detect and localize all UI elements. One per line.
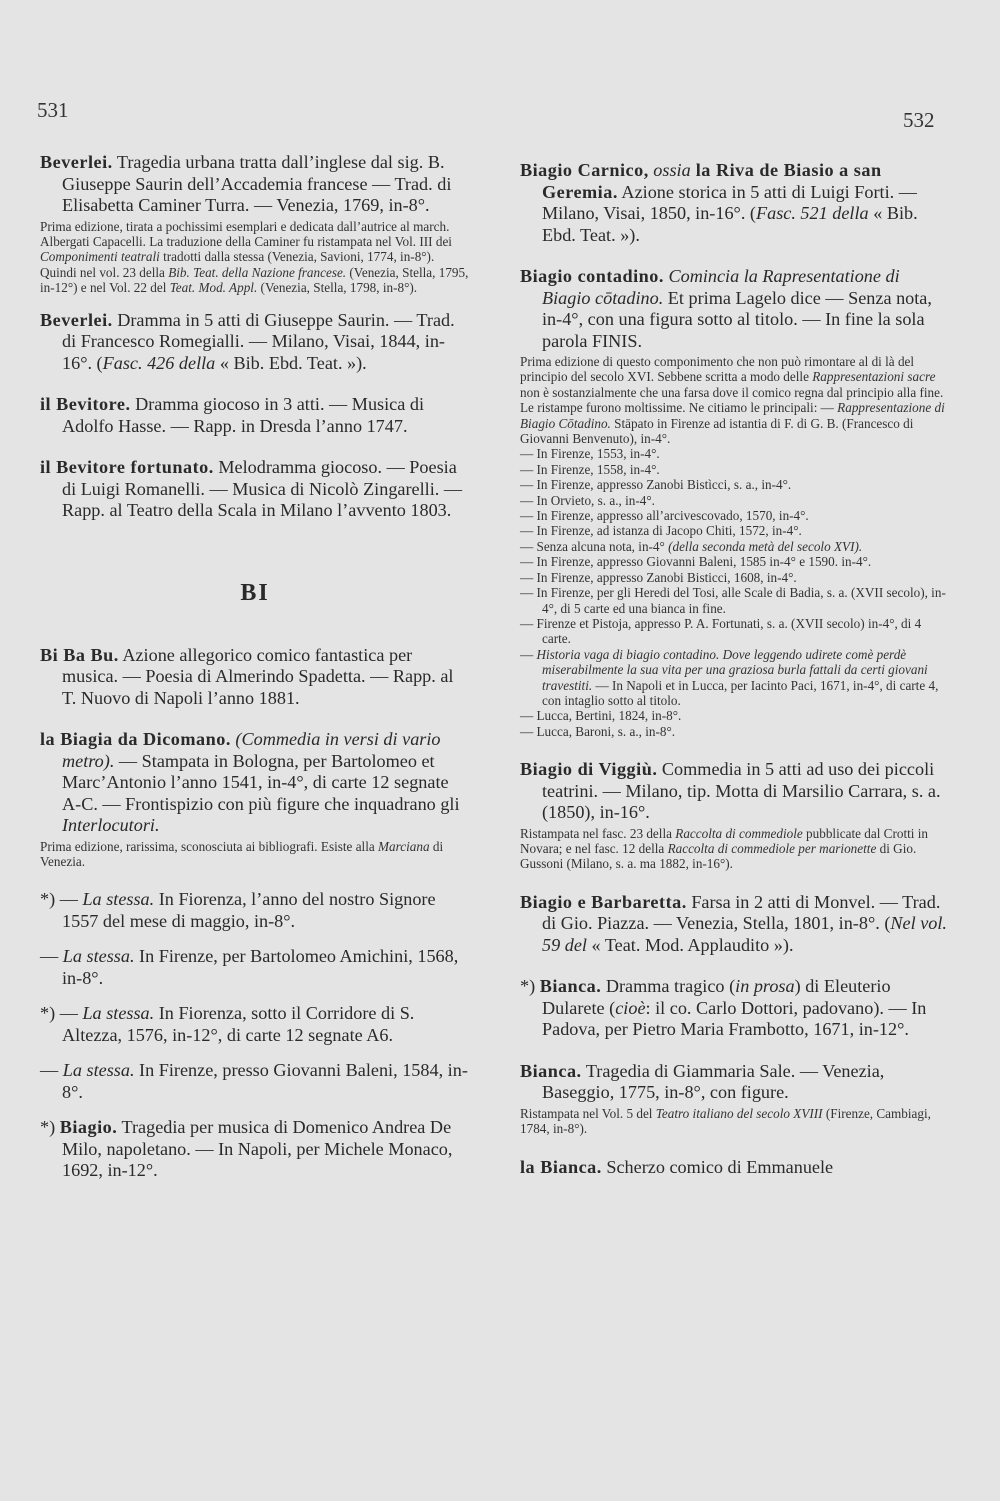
entry-text: In Firenze, per Bartolomeo Amichini, 1568, in-8°. [62,946,459,988]
entry-italic: in prosa [735,976,795,997]
edition-line: — In Firenze, per gli Heredi del Tosi, alle Scale di Badia, s. a. (XVII secolo), in-4°, di 5 carte ed una bianca in fine. [520,585,946,616]
edition-line: — In Firenze, ad istanza di Jacopo Chiti, 1572, in-4°. [520,523,802,539]
entry-italic: Fasc. 521 della [755,203,869,223]
note-text: Prima edizione, rarissima, sconosciuta ai bibliografi. Esiste alla [40,838,379,854]
note-italic: Teatro italiano del secolo XVIII [655,1105,823,1121]
note-text: — [520,646,537,662]
entry-text: In Firenze, presso Giovanni Baleni, 1584, in-8°. [62,1060,468,1102]
entry-text: Azione allegorico comico fantastica per musica. — Poesia di Almerindo Spadetta. — Rapp. al T. Nuovo di Napoli l’anno 1881. [62,644,454,708]
headword: la Riva de Biasio a san Geremia. [542,160,882,202]
entry-note [40,839,470,870]
entry-text: Dramma giocoso in 3 atti. — Musica di Adolfo Hasse. — Rapp. in Dresda l’anno 1747. [62,394,425,436]
entry-italic: La stessa. [82,1003,155,1024]
edition-line: — Lucca, Baroni, s. a., in-8°. [520,723,676,739]
entry-bevitore [40,394,470,437]
entry-bianca-tragedia [520,1061,950,1137]
headword: Biagio di Viggiù. [520,759,658,780]
entry-text: « Bib. Ebd. Teat. »). [542,203,918,245]
edition-line: — In Firenze, 1553, in-4°. [520,446,660,462]
entry-bianca-dramma [520,976,950,1041]
edition-line: — In Orvieto, s. a., in-4°. [520,492,655,508]
note-text: (Firenze, Cambiagi, 1784, in-8°). [520,1105,931,1137]
headword: il Bevitore. [40,394,131,415]
edition-line: — Lucca, Bertini, 1824, in-8°. [520,708,682,724]
note-italic: Bib. Teat. della Nazione francese. [168,264,347,280]
entry-text: « Bib. Ebd. Teat. »). [215,352,367,373]
entry-beverlei-1 [40,152,470,296]
headword: Bi Ba Bu. [40,644,119,665]
note-text: Stāpato in Firenze ad istantia di F. di G. B. (Francesco di Giovanni Benvenuto), in-4°. [520,415,914,447]
headword: Biagio contadino. [520,266,664,286]
entry-la-stessa-1576 [40,1003,470,1046]
headword: il Bevitore fortunato. [40,457,214,478]
edition-line: — In Firenze, appresso all’arcivescovado, 1570, in-4°. [520,508,809,524]
entry-italic: Comincia la Rapresentatione di Biagio cōtadino. [542,266,900,308]
edition-line [520,647,950,709]
entry-text: Dramma in 5 atti di Giuseppe Saurin. — Trad. di Francesco Romegialli. — Milano, Visai, 1844, in-16°. ( [62,309,455,373]
entry-text: Scherzo comico di Emmanuele [601,1156,834,1177]
headword: Biagio e Barbaretta. [520,891,687,912]
entry-italic: cioè [615,997,646,1018]
entry-text: In Fiorenza, sotto il Corridore di S. Altezza, 1576, in-12°, di carte 12 segnate A6. [62,1003,415,1045]
left-column [40,152,470,1182]
entry-text: Et prima Lagelo dice — Senza nota, in-4°, con una figura sotto al titolo. — In fine la sola parola FINIS. [542,287,932,351]
entry-note [520,826,950,872]
note-italic: Componimenti teatrali [40,249,160,265]
note-text: Prima edizione di questo componimento che non può rimontare al di là del principio del secolo XVI. Sebbene scritta a modo delle [520,354,915,385]
headword: la Biagia da Dicomano. [40,729,231,750]
headword: la Bianca. [520,1156,602,1177]
note-text: non è sostanzialmente che una farsa dove il comico regna dal principio alla fine. Le ristampe furono moltissime. Ne citiamo le principali: — [520,384,944,416]
note-text: pubblicate dal Crotti in Novara; e nel fasc. 12 della [520,825,928,857]
entry-biagio-contadino [520,266,950,739]
entry-text: : il co. Carlo Dottori, padovano). — In Padova, per Pietro Maria Frambotto, 1671, in-12°. [542,997,927,1040]
entry-biagio-tragedia [40,1117,470,1182]
headword: Biagio. [59,1117,118,1138]
note-italic: Raccolta di commediole [675,825,803,841]
entry-la-bianca [520,1157,950,1179]
edition-line: — In Firenze, appresso Giovanni Baleni, 1585 in-4° e 1590. in-4°. [520,554,872,570]
entry-prefix: *) — [40,1003,83,1024]
edition-line: — Firenze et Pistoja, appresso P. A. Fortunati, s. a. (XVII secolo) in-4°, di 4 carte. [520,615,922,647]
page-number-right: 532 [903,108,935,132]
note-italic: (della seconda metà del secolo XVI). [668,538,863,554]
note-italic: Historia vaga di biagio contadino. Dove leggendo udirete comè perdè miserabilmente la sua vita per una graziosa burla fattali da certi giovani travestiti. [536,646,928,693]
entry-italic: La stessa. [82,889,155,910]
entry-italic: Nel vol. 59 del [542,913,947,955]
note-text: — In Napoli et in Lucca, per Iacinto Paci, 1671, in-4°, di carte 4, con intaglio sotto al titolo. [542,677,939,708]
note-text: (Venezia, Stella, 1795, in-12°) e nel Vol. 22 del [40,264,469,296]
entry-prefix: — [40,946,63,967]
entry-note [520,1106,950,1137]
entry-biagia-da-dicomano [40,729,470,869]
entry-biagio-e-barbaretta [520,892,950,957]
entry-biagio-di-viggiu [520,759,950,872]
note-italic: Rappresentazioni sacre [812,369,936,385]
note-text: Prima edizione, tirata a pochissimi esemplari e dedicata dall’autrice al march. Albergati Capacelli. La traduzione della Caminer fu ristampata nel Vol. III dei [40,218,452,249]
entry-italic: ossia [648,160,691,180]
entry-prefix: *) [520,976,540,997]
entry-italic: (Commedia in versi di vario metro). [62,729,441,771]
note-italic: Marciana [378,838,430,854]
entry-prefix: — [40,1060,63,1081]
entry-text: Farsa in 2 atti di Monvel. — Trad. di Gio. Piazza. — Venezia, Stella, 1801, in-8°. ( [542,891,941,934]
note-italic: Rappresentazione di Biagio Cōtadino. [520,400,945,431]
note-italic: Teat. Mod. Appl. [169,280,258,296]
note-text: Ristampata nel Vol. 5 del [520,1105,656,1121]
page-number-left: 531 [37,98,69,122]
entry-text: Azione storica in 5 atti di Luigi Forti. — Milano, Visai, 1850, in-16°. ( [542,181,917,223]
edition-line [520,539,950,554]
entry-la-stessa-1584 [40,1060,470,1103]
entry-italic: La stessa. [62,1060,135,1081]
note-italic: Raccolta di commediole per marionette [667,841,877,857]
headword: Bianca. [539,976,602,997]
entry-beverlei-2 [40,310,470,375]
entry-bevitore-fortunato [40,457,470,522]
entry-la-stessa-1557 [40,889,470,932]
entry-text: Melodramma giocoso. — Poesia di Luigi Romanelli. — Musica di Nicolò Zingarelli. — Rapp. al Teatro della Scala in Milano l’avvento 1803. [62,457,463,521]
entry-text: Dramma tragico ( [601,976,736,997]
note-text: (Venezia, Stella, 1798, in-8°). [257,280,418,296]
entry-text: ) di Eleuterio Dularete ( [542,976,891,1018]
note-text: — Senza alcuna nota, in-4° [520,538,669,554]
headword: Biagio Carnico, [520,160,649,180]
headword: Bianca. [520,1060,582,1081]
entry-note [40,219,470,296]
section-heading: BI [240,579,270,606]
entry-la-stessa-1568 [40,946,470,989]
entry-note [520,354,950,446]
entry-prefix: *) — [40,889,83,910]
note-text: tradotti dalla stessa (Venezia, Savioni, 1774, in-8°). Quindi nel vol. 23 della [40,249,435,280]
entry-italic: La stessa. [62,946,135,967]
headword: Beverlei. [40,309,113,330]
edition-line: — In Firenze, appresso Zanobi Bisticci, 1608, in-4°. [520,569,797,585]
entry-text: — Stampata in Bologna, per Bartolomeo et Marc’Antonio l’anno 1541, in-4°, di carte 12 segnate A-C. — Frontispizio con più figure che inquadrano gli [62,750,460,814]
entry-text: Tragedia di Giammaria Sale. — Venezia, Baseggio, 1775, in-8°, con figure. [542,1060,885,1103]
entry-italic: Fasc. 426 della [102,352,216,373]
edition-line: — In Firenze, 1558, in-4°. [520,461,660,477]
note-text: di Gio. Gussoni (Milano, s. a. ma 1882, in-16°). [520,841,917,872]
headword: Beverlei. [40,152,113,172]
entry-text: Tragedia urbana tratta dall’inglese dal sig. B. Giuseppe Saurin dell’Accademia francese — Trad. di Elisabetta Caminer Turra. — Venezia, 1769, in-8°. [62,152,452,215]
entry-italic: Interlocutori. [62,815,160,836]
entry-prefix: *) [40,1117,60,1138]
entry-biagio-carnico [520,160,950,246]
entry-bi-ba-bu [40,645,470,710]
entry-text: In Fiorenza, l’anno del nostro Signore 1557 del mese di maggio, in-8°. [62,889,436,931]
note-text: Ristampata nel fasc. 23 della [520,825,676,841]
edition-line: — In Firenze, appresso Zanobi Bistìcci, s. a., in-4°. [520,477,792,493]
entry-text: Commedia in 5 atti ad uso dei piccoli teatrini. — Milano, tip. Motta di Marsilio Carrara, s. a. (1850), in-16°. [542,759,941,823]
note-text: di Venezia. [40,838,444,869]
entry-text: Tragedia per musica di Domenico Andrea De Milo, napoletano. — In Napoli, per Michele Monaco, 1692, in-12°. [62,1117,453,1181]
entry-text: « Teat. Mod. Applaudito »). [586,934,794,955]
right-column [520,160,950,1178]
